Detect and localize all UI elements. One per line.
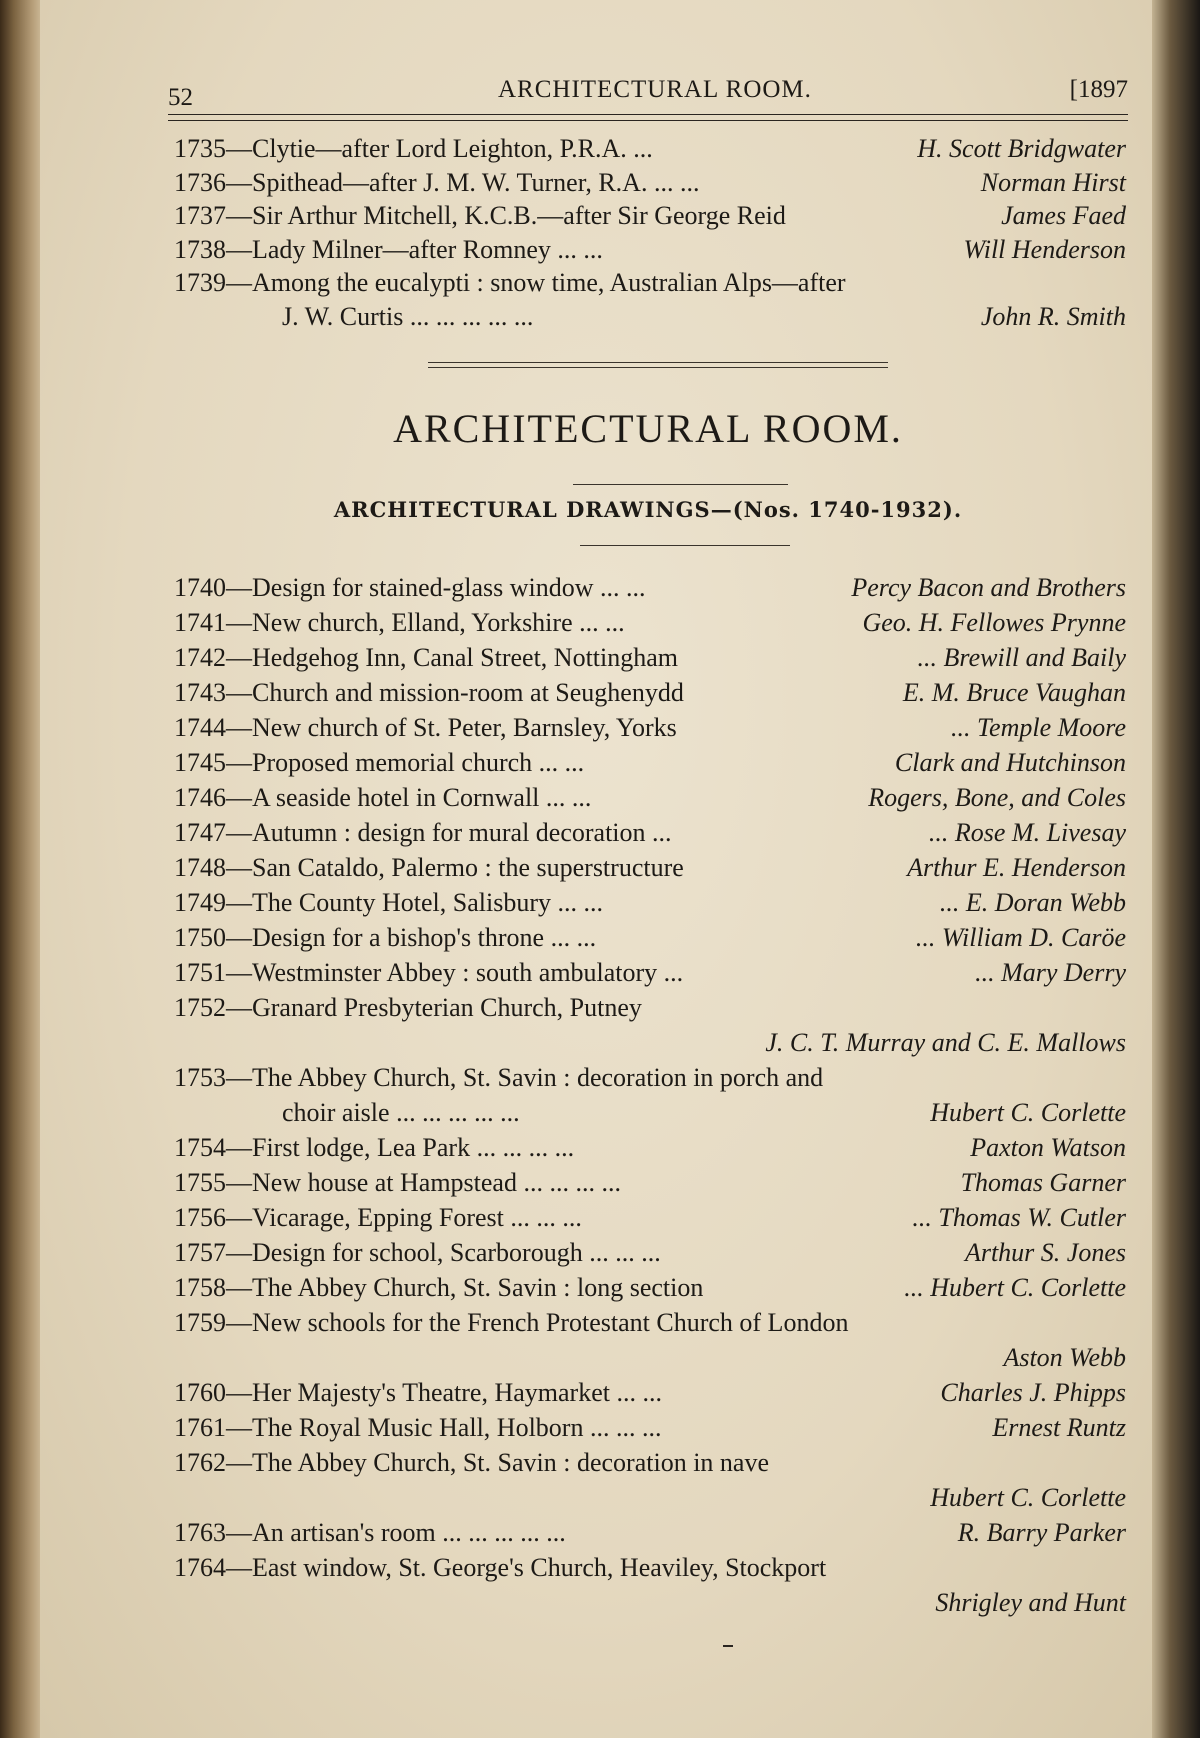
catalogue-entry-continuation [174, 1340, 1126, 1375]
entry-architect: Hubert C. Corlette [930, 1098, 1126, 1127]
catalogue-entry [174, 1235, 1126, 1270]
entry-architect: Percy Bacon and Brothers [851, 573, 1126, 602]
catalogue-entry [174, 1515, 1126, 1550]
entry-title: 1743—Church and mission-room at Seughenydd [174, 678, 684, 707]
catalogue-entry [174, 233, 1126, 267]
entry-title: 1764—East window, St. George's Church, Heaviley, Stockport [174, 1553, 827, 1582]
entry-architect: R. Barry Parker [957, 1518, 1126, 1547]
entry-architect: Ernest Runtz [992, 1413, 1126, 1442]
entry-architect: ... William D. Caröe [915, 923, 1126, 952]
entry-title: 1747—Autumn : design for mural decoration ... [174, 818, 672, 847]
entry-title: 1752—Granard Presbyterian Church, Putney [174, 993, 642, 1022]
running-header [168, 76, 1128, 116]
entry-title: 1736—Spithead—after J. M. W. Turner, R.A. ... ... [174, 167, 700, 197]
catalogue-entry [174, 815, 1126, 850]
catalogue-entry [174, 132, 1126, 166]
catalogue-entry [174, 1165, 1126, 1200]
entry-title: 1744—New church of St. Peter, Barnsley, Yorks [174, 713, 677, 742]
section-subtitle: ARCHITECTURAL DRAWINGS—(Nos. 1740-1932). [333, 497, 963, 522]
catalogue-entry [174, 745, 1126, 780]
entry-architect: Geo. H. Fellowes Prynne [862, 608, 1126, 637]
entries-list [174, 570, 1126, 1620]
entry-architect: ... Thomas W. Cutler [912, 1203, 1126, 1232]
entry-architect: Aston Webb [1003, 1343, 1126, 1372]
entry-architect: Arthur S. Jones [964, 1238, 1126, 1267]
entry-architect: ... Hubert C. Corlette [904, 1273, 1126, 1302]
page [40, 0, 1152, 1738]
entry-title: 1741—New church, Elland, Yorkshire ... ... [174, 608, 625, 637]
catalogue-entry [174, 1130, 1126, 1165]
entry-artist: James Faed [1001, 201, 1126, 230]
catalogue-entry [174, 850, 1126, 885]
entry-architect: ... Rose M. Livesay [928, 818, 1126, 847]
catalogue-entry [174, 1375, 1126, 1410]
entry-title: 1750—Design for a bishop's throne ... ... [174, 923, 597, 952]
entry-architect: Hubert C. Corlette [930, 1483, 1126, 1512]
catalogue-entry [174, 1445, 1126, 1480]
entry-architect: Clark and Hutchinson [894, 748, 1126, 777]
entry-architect: Paxton Watson [970, 1133, 1126, 1162]
catalogue-entry [174, 266, 1126, 300]
section-title: ARCHITECTURAL ROOM. [393, 406, 903, 451]
entry-title: 1758—The Abbey Church, St. Savin : long section [174, 1273, 704, 1302]
page-mark [723, 1645, 733, 1647]
catalogue-entry [174, 1200, 1126, 1235]
entry-architect: J. C. T. Murray and C. E. Mallows [765, 1028, 1126, 1057]
entry-title: 1751—Westminster Abbey : south ambulatory ... [174, 958, 684, 987]
entry-title: 1748—San Cataldo, Palermo : the superstructure [174, 853, 684, 882]
catalogue-entry [174, 199, 1126, 233]
catalogue-entry-continuation [174, 1480, 1126, 1515]
entry-title: 1754—First lodge, Lea Park ... ... ... ... [174, 1133, 575, 1162]
catalogue-entry [174, 675, 1126, 710]
entry-title: 1739—Among the eucalypti : snow time, Australian Alps—after [174, 268, 846, 297]
entry-architect: Thomas Garner [960, 1168, 1126, 1197]
catalogue-entry [174, 166, 1126, 200]
entry-architect: ... Brewill and Baily [917, 643, 1126, 672]
entry-architect: Arthur E. Henderson [907, 853, 1126, 882]
catalogue-entry [174, 1550, 1126, 1585]
entry-title: 1757—Design for school, Scarborough ... ... ... [174, 1238, 661, 1267]
catalogue-entry [174, 885, 1126, 920]
catalogue-entry [174, 300, 1126, 334]
entry-architect: ... E. Doran Webb [939, 888, 1126, 917]
entry-architect: Charles J. Phipps [940, 1378, 1126, 1407]
catalogue-entry [174, 605, 1126, 640]
entry-title: 1755—New house at Hampstead ... ... ... ... [174, 1168, 621, 1197]
catalogue-entry [174, 955, 1126, 990]
catalogue-entry [174, 990, 1126, 1025]
entry-title: 1762—The Abbey Church, St. Savin : decoration in nave [174, 1448, 770, 1477]
header-rule [168, 114, 1128, 121]
catalogue-entry [174, 1305, 1126, 1340]
entry-title: 1737—Sir Arthur Mitchell, K.C.B.—after Sir George Reid [174, 201, 786, 230]
entry-artist: Will Henderson [963, 234, 1126, 264]
catalogue-entry [174, 1270, 1126, 1305]
entry-title: 1745—Proposed memorial church ... ... [174, 748, 585, 777]
subtitle-rule [580, 545, 790, 546]
prior-entries-list [174, 132, 1126, 333]
catalogue-entry [174, 1410, 1126, 1445]
entry-title: 1756—Vicarage, Epping Forest ... ... ... [174, 1203, 582, 1232]
entry-artist: John R. Smith [980, 301, 1126, 331]
page-edge [1150, 0, 1200, 1738]
entry-title: 1761—The Royal Music Hall, Holborn ... ... ... [174, 1413, 662, 1442]
entry-title: 1759—New schools for the French Protestant Church of London [174, 1308, 849, 1337]
entry-title: 1746—A seaside hotel in Cornwall ... ... [174, 783, 592, 812]
entry-title: 1753—The Abbey Church, St. Savin : decoration in porch and [174, 1063, 824, 1092]
entry-title: 1749—The County Hotel, Salisbury ... ... [174, 888, 603, 917]
catalogue-entry [174, 710, 1126, 745]
entry-artist: H. Scott Bridgwater [917, 134, 1126, 163]
entry-architect: ... Mary Derry [975, 958, 1126, 987]
catalogue-entry-continuation [174, 1025, 1126, 1060]
running-title: ARCHITECTURAL ROOM. [498, 76, 812, 103]
entry-title: 1763—An artisan's room ... ... ... ... ... [174, 1518, 566, 1547]
entry-title: 1735—Clytie—after Lord Leighton, P.R.A. ... [174, 134, 653, 163]
title-rule [573, 484, 788, 485]
entry-title: J. W. Curtis ... ... ... ... ... [282, 301, 534, 331]
year-label: [1897 [1069, 76, 1128, 103]
catalogue-entry [174, 780, 1126, 815]
entry-artist: Norman Hirst [980, 167, 1126, 197]
entry-title: 1740—Design for stained-glass window ... ... [174, 573, 646, 602]
catalogue-entry [174, 920, 1126, 955]
catalogue-entry [174, 570, 1126, 605]
catalogue-entry [174, 1060, 1126, 1095]
entry-architect: E. M. Bruce Vaughan [902, 678, 1126, 707]
catalogue-entry-continuation [174, 1585, 1126, 1620]
entry-title: choir aisle ... ... ... ... ... [282, 1098, 520, 1127]
entry-architect: Shrigley and Hunt [935, 1588, 1126, 1617]
catalogue-entry-continuation [174, 1095, 1126, 1130]
catalogue-entry [174, 640, 1126, 675]
entry-architect: Rogers, Bone, and Coles [868, 783, 1126, 812]
entry-title: 1760—Her Majesty's Theatre, Haymarket ... ... [174, 1378, 662, 1407]
section-divider [428, 362, 888, 368]
page-number: 52 [168, 84, 193, 111]
entry-architect: ... Temple Moore [950, 713, 1126, 742]
entry-title: 1738—Lady Milner—after Romney ... ... [174, 234, 603, 264]
entry-title: 1742—Hedgehog Inn, Canal Street, Nottingham [174, 643, 679, 672]
